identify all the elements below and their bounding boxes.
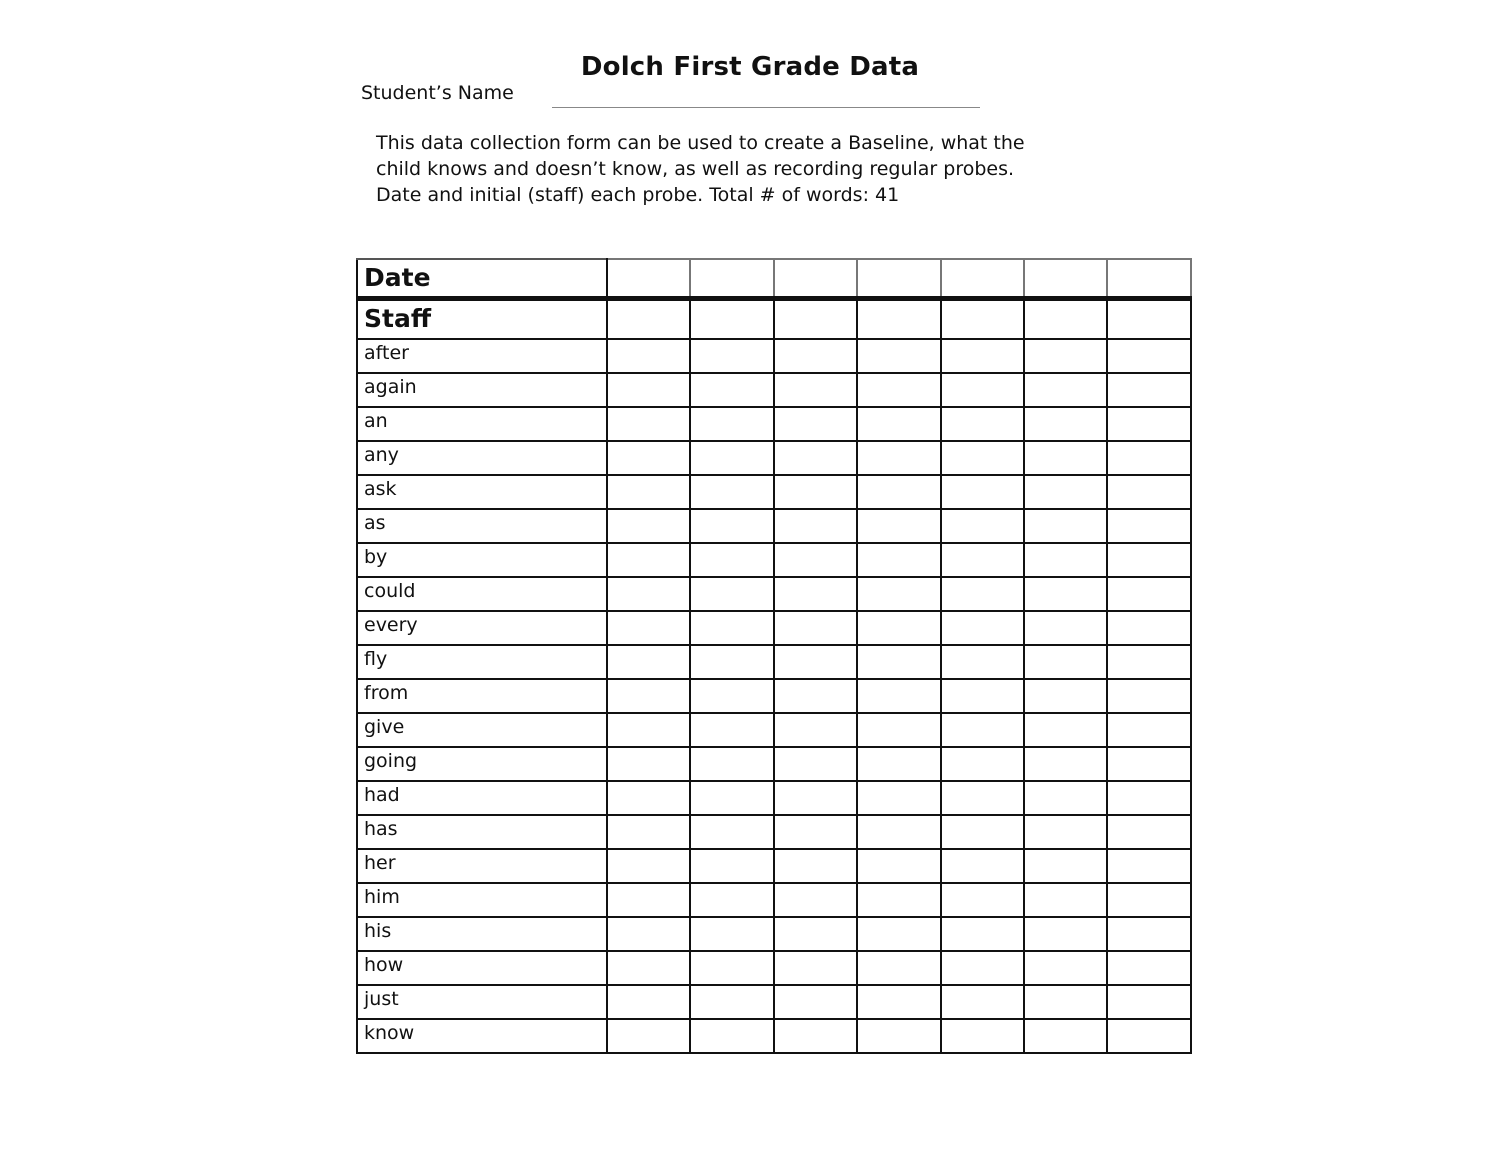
probe-entry-cell[interactable]	[1107, 611, 1190, 645]
word-label: could	[357, 577, 607, 611]
date-entry-cell[interactable]	[607, 259, 690, 299]
probe-entry-cell[interactable]	[941, 339, 1024, 373]
probe-entry-cell[interactable]	[1107, 577, 1190, 611]
probe-entry-cell[interactable]	[690, 951, 773, 985]
probe-entry-cell[interactable]	[690, 781, 773, 815]
probe-entry-cell[interactable]	[607, 747, 690, 781]
probe-entry-cell[interactable]	[941, 441, 1024, 475]
word-label: has	[357, 815, 607, 849]
probe-entry-cell[interactable]	[857, 815, 940, 849]
word-label: had	[357, 781, 607, 815]
probe-entry-cell[interactable]	[774, 747, 857, 781]
date-entry-cell[interactable]	[690, 259, 773, 299]
probe-entry-cell[interactable]	[1107, 1019, 1190, 1053]
word-row	[357, 747, 1191, 781]
probe-entry-cell[interactable]	[607, 1019, 690, 1053]
probe-entry-cell[interactable]	[607, 849, 690, 883]
probe-entry-cell[interactable]	[1107, 543, 1190, 577]
probe-entry-cell[interactable]	[1107, 339, 1190, 373]
word-row	[357, 849, 1191, 883]
probe-entry-cell[interactable]	[774, 1019, 857, 1053]
probe-entry-cell[interactable]	[941, 475, 1024, 509]
instructions	[376, 130, 1136, 208]
probe-entry-cell[interactable]	[607, 985, 690, 1019]
word-row	[357, 951, 1191, 985]
word-label: ask	[357, 475, 607, 509]
probe-entry-cell[interactable]	[941, 645, 1024, 679]
probe-entry-cell[interactable]	[1107, 747, 1190, 781]
probe-entry-cell[interactable]	[857, 883, 940, 917]
probe-entry-cell[interactable]	[1024, 611, 1107, 645]
probe-entry-cell[interactable]	[857, 1019, 940, 1053]
staff-entry-cell[interactable]	[1107, 299, 1190, 339]
probe-entry-cell[interactable]	[690, 815, 773, 849]
probe-entry-cell[interactable]	[1024, 407, 1107, 441]
word-row	[357, 985, 1191, 1019]
probe-entry-cell[interactable]	[607, 815, 690, 849]
probe-entry-cell[interactable]	[774, 475, 857, 509]
probe-entry-cell[interactable]	[607, 509, 690, 543]
probe-entry-cell[interactable]	[857, 747, 940, 781]
date-entry-cell[interactable]	[857, 259, 940, 299]
probe-entry-cell[interactable]	[690, 849, 773, 883]
word-label: from	[357, 679, 607, 713]
probe-entry-cell[interactable]	[1024, 373, 1107, 407]
probe-entry-cell[interactable]	[941, 951, 1024, 985]
probe-entry-cell[interactable]	[1024, 713, 1107, 747]
probe-entry-cell[interactable]	[774, 985, 857, 1019]
date-header: Date	[357, 259, 607, 299]
probe-entry-cell[interactable]	[774, 577, 857, 611]
word-label: again	[357, 373, 607, 407]
probe-entry-cell[interactable]	[690, 883, 773, 917]
probe-entry-cell[interactable]	[690, 407, 773, 441]
word-label: her	[357, 849, 607, 883]
probe-entry-cell[interactable]	[857, 917, 940, 951]
probe-entry-cell[interactable]	[1024, 917, 1107, 951]
probe-entry-cell[interactable]	[941, 407, 1024, 441]
word-row	[357, 441, 1191, 475]
word-label: fly	[357, 645, 607, 679]
probe-entry-cell[interactable]	[690, 679, 773, 713]
probe-entry-cell[interactable]	[857, 509, 940, 543]
staff-row	[357, 299, 1191, 339]
probe-entry-cell[interactable]	[857, 849, 940, 883]
word-label: any	[357, 441, 607, 475]
word-label: his	[357, 917, 607, 951]
word-label: as	[357, 509, 607, 543]
probe-entry-cell[interactable]	[1024, 509, 1107, 543]
probe-entry-cell[interactable]	[1107, 713, 1190, 747]
probe-entry-cell[interactable]	[941, 883, 1024, 917]
probe-entry-cell[interactable]	[1024, 679, 1107, 713]
probe-entry-cell[interactable]	[774, 611, 857, 645]
probe-entry-cell[interactable]	[774, 883, 857, 917]
probe-entry-cell[interactable]	[941, 679, 1024, 713]
probe-entry-cell[interactable]	[857, 577, 940, 611]
probe-entry-cell[interactable]	[774, 679, 857, 713]
probe-entry-cell[interactable]	[857, 475, 940, 509]
probe-entry-cell[interactable]	[857, 611, 940, 645]
probe-entry-cell[interactable]	[1024, 543, 1107, 577]
probe-entry-cell[interactable]	[941, 747, 1024, 781]
probe-entry-cell[interactable]	[941, 373, 1024, 407]
probe-entry-cell[interactable]	[941, 713, 1024, 747]
word-label: every	[357, 611, 607, 645]
word-row	[357, 713, 1191, 747]
probe-entry-cell[interactable]	[774, 951, 857, 985]
probe-entry-cell[interactable]	[857, 543, 940, 577]
probe-entry-cell[interactable]	[607, 951, 690, 985]
probe-entry-cell[interactable]	[857, 679, 940, 713]
staff-entry-cell[interactable]	[607, 299, 690, 339]
word-label: by	[357, 543, 607, 577]
probe-entry-cell[interactable]	[1024, 577, 1107, 611]
probe-entry-cell[interactable]	[607, 577, 690, 611]
probe-entry-cell[interactable]	[774, 781, 857, 815]
staff-entry-cell[interactable]	[941, 299, 1024, 339]
probe-entry-cell[interactable]	[857, 645, 940, 679]
probe-data-table	[356, 258, 1192, 1054]
word-row	[357, 373, 1191, 407]
form-title: Dolch First Grade Data	[580, 52, 920, 82]
word-label: give	[357, 713, 607, 747]
probe-entry-cell[interactable]	[857, 407, 940, 441]
date-entry-cell[interactable]	[774, 259, 857, 299]
probe-entry-cell[interactable]	[774, 339, 857, 373]
word-row	[357, 883, 1191, 917]
probe-entry-cell[interactable]	[1024, 781, 1107, 815]
probe-entry-cell[interactable]	[607, 441, 690, 475]
date-entry-cell[interactable]	[1024, 259, 1107, 299]
probe-entry-cell[interactable]	[1107, 951, 1190, 985]
probe-entry-cell[interactable]	[941, 543, 1024, 577]
probe-entry-cell[interactable]	[607, 407, 690, 441]
word-row	[357, 543, 1191, 577]
word-label: him	[357, 883, 607, 917]
instructions-line: child knows and doesn’t know, as well as recording regular probes.	[376, 158, 1015, 180]
student-name-label: Student’s Name	[361, 82, 514, 104]
probe-entry-cell[interactable]	[1107, 985, 1190, 1019]
word-row	[357, 407, 1191, 441]
probe-entry-cell[interactable]	[774, 815, 857, 849]
probe-entry-cell[interactable]	[690, 577, 773, 611]
probe-entry-cell[interactable]	[607, 543, 690, 577]
probe-entry-cell[interactable]	[607, 611, 690, 645]
probe-entry-cell[interactable]	[690, 747, 773, 781]
probe-entry-cell[interactable]	[857, 713, 940, 747]
probe-entry-cell[interactable]	[690, 509, 773, 543]
probe-entry-cell[interactable]	[941, 781, 1024, 815]
probe-entry-cell[interactable]	[1024, 985, 1107, 1019]
probe-entry-cell[interactable]	[1024, 645, 1107, 679]
probe-entry-cell[interactable]	[774, 645, 857, 679]
date-entry-cell[interactable]	[941, 259, 1024, 299]
word-row	[357, 917, 1191, 951]
word-row	[357, 679, 1191, 713]
probe-entry-cell[interactable]	[941, 1019, 1024, 1053]
word-row	[357, 611, 1191, 645]
probe-entry-cell[interactable]	[1024, 815, 1107, 849]
probe-entry-cell[interactable]	[774, 407, 857, 441]
probe-entry-cell[interactable]	[857, 441, 940, 475]
probe-entry-cell[interactable]	[941, 611, 1024, 645]
staff-header: Staff	[357, 299, 607, 339]
probe-entry-cell[interactable]	[1107, 475, 1190, 509]
probe-entry-cell[interactable]	[607, 475, 690, 509]
probe-entry-cell[interactable]	[690, 985, 773, 1019]
probe-entry-cell[interactable]	[774, 509, 857, 543]
probe-entry-cell[interactable]	[690, 713, 773, 747]
probe-entry-cell[interactable]	[690, 441, 773, 475]
probe-entry-cell[interactable]	[1024, 339, 1107, 373]
probe-entry-cell[interactable]	[690, 1019, 773, 1053]
probe-entry-cell[interactable]	[690, 917, 773, 951]
probe-entry-cell[interactable]	[690, 339, 773, 373]
word-row	[357, 339, 1191, 373]
probe-entry-cell[interactable]	[607, 781, 690, 815]
instructions-line: This data collection form can be used to create a Baseline, what the	[376, 132, 1025, 154]
probe-entry-cell[interactable]	[774, 543, 857, 577]
staff-entry-cell[interactable]	[1024, 299, 1107, 339]
probe-entry-cell[interactable]	[607, 883, 690, 917]
staff-entry-cell[interactable]	[690, 299, 773, 339]
probe-entry-cell[interactable]	[607, 917, 690, 951]
staff-entry-cell[interactable]	[857, 299, 940, 339]
word-label: going	[357, 747, 607, 781]
probe-entry-cell[interactable]	[941, 815, 1024, 849]
word-row	[357, 475, 1191, 509]
probe-entry-cell[interactable]	[1107, 781, 1190, 815]
word-row	[357, 1019, 1191, 1053]
probe-entry-cell[interactable]	[690, 373, 773, 407]
probe-entry-cell[interactable]	[1024, 747, 1107, 781]
word-row	[357, 577, 1191, 611]
probe-entry-cell[interactable]	[941, 917, 1024, 951]
probe-entry-cell[interactable]	[1107, 883, 1190, 917]
word-row	[357, 509, 1191, 543]
probe-entry-cell[interactable]	[857, 339, 940, 373]
probe-entry-cell[interactable]	[1107, 441, 1190, 475]
probe-entry-cell[interactable]	[1107, 645, 1190, 679]
probe-entry-cell[interactable]	[607, 645, 690, 679]
word-label: an	[357, 407, 607, 441]
probe-entry-cell[interactable]	[1107, 679, 1190, 713]
probe-entry-cell[interactable]	[857, 781, 940, 815]
probe-entry-cell[interactable]	[1107, 917, 1190, 951]
probe-entry-cell[interactable]	[607, 339, 690, 373]
word-label: after	[357, 339, 607, 373]
probe-entry-cell[interactable]	[941, 985, 1024, 1019]
student-name-line[interactable]	[552, 107, 980, 108]
word-row	[357, 815, 1191, 849]
probe-entry-cell[interactable]	[607, 713, 690, 747]
probe-entry-cell[interactable]	[607, 373, 690, 407]
date-row	[357, 259, 1191, 299]
probe-entry-cell[interactable]	[774, 917, 857, 951]
probe-entry-cell[interactable]	[941, 509, 1024, 543]
probe-entry-cell[interactable]	[774, 713, 857, 747]
probe-entry-cell[interactable]	[1024, 441, 1107, 475]
word-label: how	[357, 951, 607, 985]
probe-entry-cell[interactable]	[690, 611, 773, 645]
probe-entry-cell[interactable]	[941, 849, 1024, 883]
probe-entry-cell[interactable]	[1107, 407, 1190, 441]
staff-entry-cell[interactable]	[774, 299, 857, 339]
probe-entry-cell[interactable]	[1024, 1019, 1107, 1053]
word-label: know	[357, 1019, 607, 1053]
probe-entry-cell[interactable]	[1024, 951, 1107, 985]
probe-entry-cell[interactable]	[774, 373, 857, 407]
probe-entry-cell[interactable]	[1024, 849, 1107, 883]
probe-entry-cell[interactable]	[1107, 509, 1190, 543]
probe-entry-cell[interactable]	[690, 645, 773, 679]
probe-entry-cell[interactable]	[607, 679, 690, 713]
probe-entry-cell[interactable]	[941, 577, 1024, 611]
probe-entry-cell[interactable]	[1024, 883, 1107, 917]
word-row	[357, 645, 1191, 679]
probe-entry-cell[interactable]	[1107, 373, 1190, 407]
probe-entry-cell[interactable]	[690, 543, 773, 577]
probe-entry-cell[interactable]	[1107, 815, 1190, 849]
probe-entry-cell[interactable]	[690, 475, 773, 509]
probe-entry-cell[interactable]	[774, 441, 857, 475]
probe-entry-cell[interactable]	[857, 951, 940, 985]
word-row	[357, 781, 1191, 815]
word-label: just	[357, 985, 607, 1019]
date-entry-cell[interactable]	[1107, 259, 1190, 299]
probe-entry-cell[interactable]	[1107, 849, 1190, 883]
probe-entry-cell[interactable]	[774, 849, 857, 883]
probe-entry-cell[interactable]	[857, 985, 940, 1019]
instructions-line: Date and initial (staff) each probe. Total # of words: 41	[376, 184, 900, 206]
probe-entry-cell[interactable]	[1024, 475, 1107, 509]
probe-entry-cell[interactable]	[857, 373, 940, 407]
